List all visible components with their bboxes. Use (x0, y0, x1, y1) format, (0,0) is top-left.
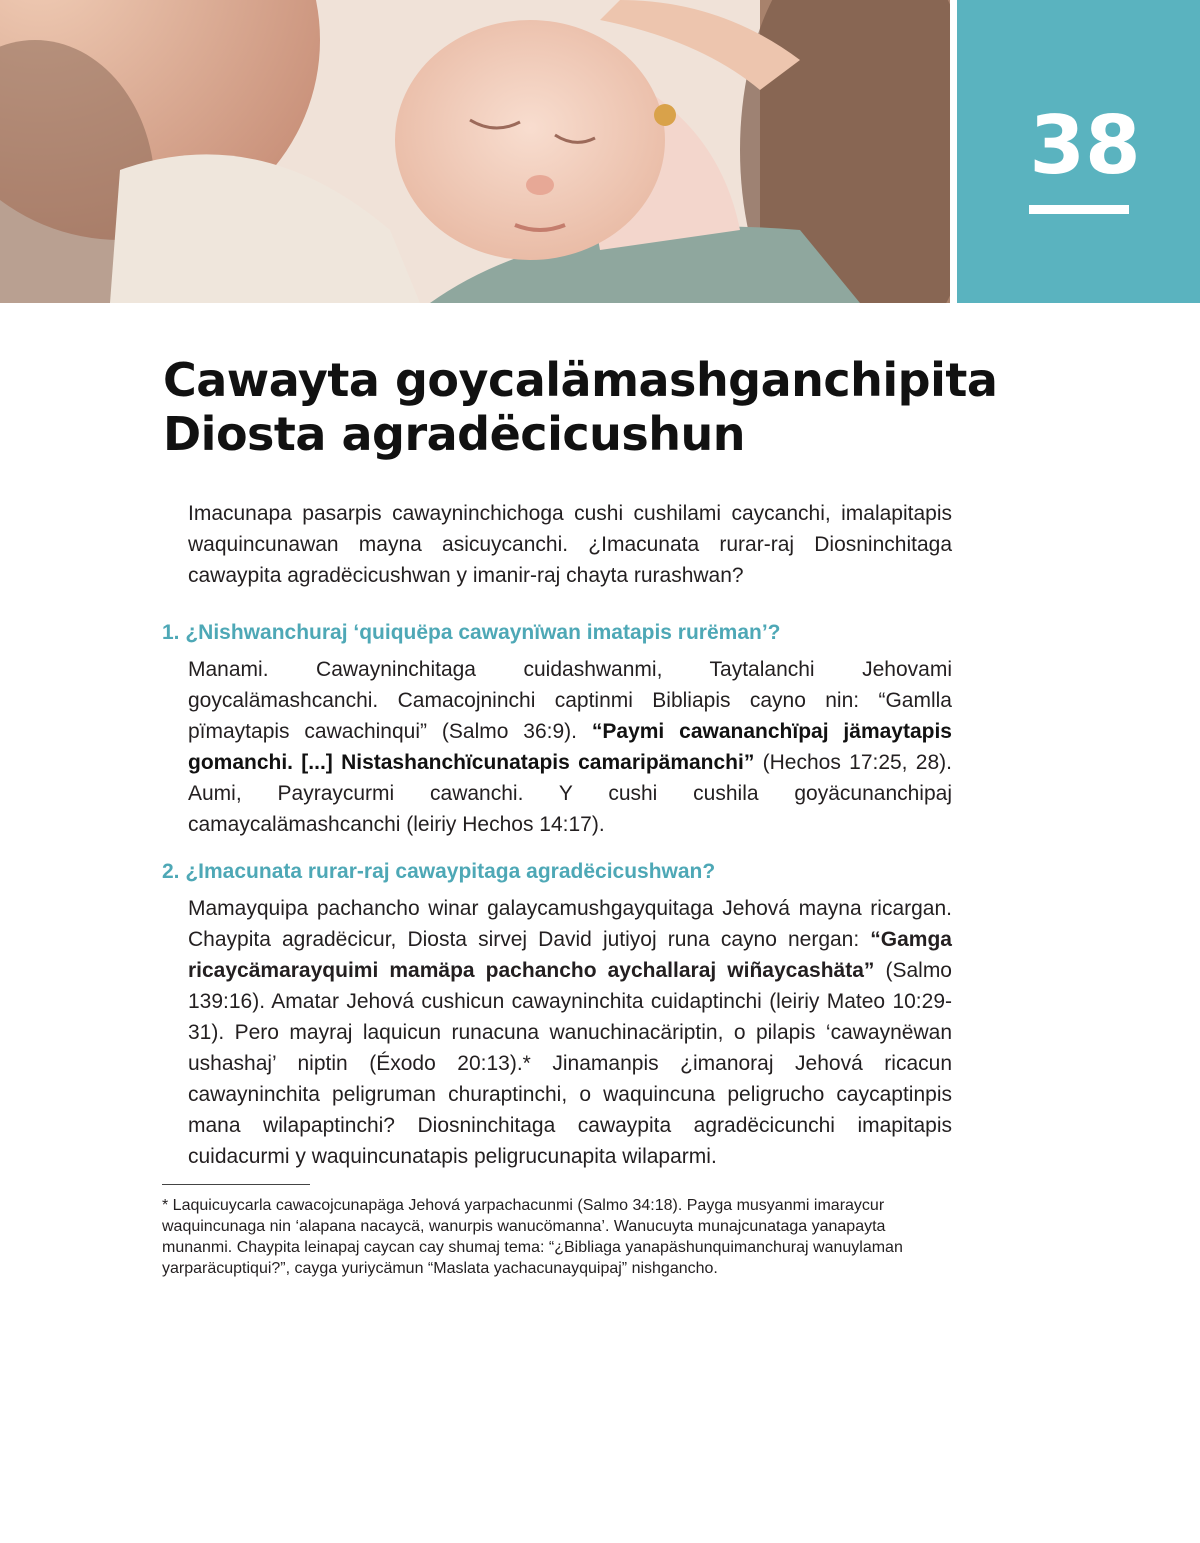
answer-2-bold-quote: “Gamga ricaycämarayquimi mamäpa pachancho aychallaraj wiñaycashäta” (188, 928, 952, 982)
title-line-1: Cawayta goycalämashganchipita (163, 353, 998, 407)
header-photo (0, 0, 950, 303)
lesson-number: 38 (1029, 99, 1141, 192)
answer-1-bold-quote: “Paymi cawananchïpaj jämaytapis gomanchi. [...] Nistashanchïcunatapis camaripämanchi” (188, 720, 952, 774)
intro-paragraph: Imacunapa pasarpis cawayninchichoga cushi cushilami caycanchi, imalapitapis waquincunawan mayna asicuycanchi. ¿Imacunata rurar-raj Diosninchitaga cawaypita agradëcicushwan y imanir-raj chayta rurashwan? (188, 502, 952, 587)
answer-1-text-end: (Hechos 17:25, 28). Aumi, Payraycurmi cawanchi. Y cushi cushila goyäcunanchipaj camaycalämashcanchi (leiriy Hechos 14:17). (188, 751, 952, 836)
lesson-number-box (957, 0, 1200, 303)
footnote-divider (162, 1184, 310, 1185)
title-line-2: Diosta agradëcicushun (163, 407, 745, 461)
answer-1-text: Manami. Cawayninchitaga cuidashwanmi, Taytalanchi Jehovami goycalämashcanchi. Camacojninchi captinmi Bibliapis cayno nin: “Gamlla pïmaytapis cawachinqui” (Salmo 36:9). (188, 658, 952, 743)
answer-1 (188, 654, 952, 840)
main-content (162, 498, 952, 1279)
footnote: * Laquicuycarla cawacojcunapäga Jehová yarpachacunmi (Salmo 34:18). Payga musyanmi imaraycur waquincunaga nin ‘alapana nacaycä, wanurpis wanucömanna’. Wanucuyta munajcunataga yanapayta munanmi. Chaypita leinapaj caycan cay shumaj tema: “¿Bibliaga yanapäshunquimanchuraj wanuylaman yarparäcuptiqui?”, cayga yuriycämun “Maslata yachacunayquipaj” nishgancho. (162, 1197, 903, 1277)
question-2: 2. ¿Imacunata rurar-raj cawaypitaga agradëcicushwan? (162, 860, 716, 883)
answer-2-text-end: (Salmo 139:16). Amatar Jehová cushicun cawayninchita cuidaptinchi (leiriy Mateo 10:29-31). Pero mayraj laquicun runacuna wanuchinacäriptin, o pilapis ‘cawaynëwan ushashaj’ niptin (Éxodo 20:13).* Jinamanpis ¿imanoraj Jehová ricacun cawayninchita peligruman churaptinchi, o waquincuna peligrucho caycaptinpis mana wilapaptinchi? Diosninchitaga cawaypita agradëcicunchi imapitapis cuidacurmi y waquincunatapis peligrucunapita wilaparmi. (188, 959, 952, 1168)
baby-photo-illustration (0, 0, 950, 303)
question-1: 1. ¿Nishwanchuraj ‘quiquëpa cawaynïwan imatapis rurëman’? (162, 621, 781, 644)
answer-2 (188, 893, 952, 1172)
answer-2-text: Mamayquipa pachancho winar galaycamushgayquitaga Jehová mayna ricargan. Chaypita agradëcicur, Diosta sirvej David jutiyoj runa cayno nergan: (188, 897, 952, 951)
page-title (163, 353, 998, 461)
lesson-number-underline (1029, 205, 1129, 214)
